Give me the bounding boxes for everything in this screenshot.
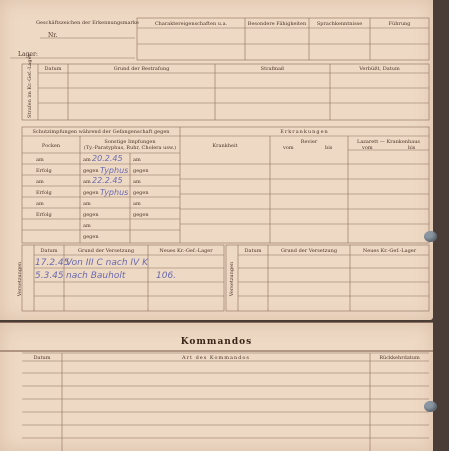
transfers-side-label: Versetzungen xyxy=(229,261,235,297)
transfer-reason: nach Bauholt xyxy=(66,271,126,281)
punch-hole xyxy=(424,231,437,242)
handwritten-vacc-date: 20.2.45 xyxy=(92,154,123,163)
handwritten-vacc-type: Typhus xyxy=(100,166,129,175)
kommando-return-header: Rückkehrdatum xyxy=(379,355,420,361)
punish-reason-header: Grund der Bestrafung xyxy=(113,66,170,72)
transfer-camp-header: Neues Kr.-Gef.-Lager xyxy=(159,248,213,254)
transfer-camp-header: Neues Kr.-Gef.-Lager xyxy=(362,248,417,254)
transfer-camp: 106. xyxy=(156,271,177,281)
vacc-row-left: Erfolg xyxy=(36,212,52,218)
vacc-row-mid: gegen xyxy=(83,234,99,240)
revier-header: Revier xyxy=(300,139,318,145)
other-vaccinations-sub: (Ty.-Paratyphus, Ruhr, Cholera usw.) xyxy=(83,145,177,151)
vacc-row-right: gegen xyxy=(133,168,149,174)
punish-served-header: Verbüßt, Datum xyxy=(359,66,400,72)
vacc-row-right: am xyxy=(133,157,141,163)
other-vaccinations-header: Sonstige Impfungen xyxy=(104,139,156,145)
conduct-label: Führung xyxy=(388,21,411,27)
nr-label: Nr. xyxy=(48,32,58,39)
vacc-row-mid: gegen xyxy=(83,190,99,196)
vacc-row-left: Erfolg xyxy=(36,168,52,174)
illness-header: Krankheit xyxy=(212,143,238,149)
vacc-row-right: gegen xyxy=(133,190,149,196)
vacc-row-right: am xyxy=(133,179,141,185)
vacc-row-mid: gegen xyxy=(83,168,99,174)
transfer-date: 17.2.45 xyxy=(35,258,70,268)
transfers-side-label: Versetzungen xyxy=(17,261,23,297)
kommandos-card xyxy=(0,322,433,451)
transfer-date-header: Datum xyxy=(40,248,58,254)
lazarett-from-label: vom xyxy=(362,145,373,151)
kommando-date-header: Datum xyxy=(33,355,51,361)
punish-date-header: Datum xyxy=(44,66,62,72)
sign-code-label: Geschäftszeichen der Erkennungsmarke xyxy=(36,20,139,26)
transfer-date-header: Datum xyxy=(244,248,262,254)
vacc-row-mid: gegen xyxy=(83,212,99,218)
lager-label: Lager: xyxy=(18,51,38,58)
vaccinations-section-label: Schutzimpfungen während der Gefangenschaft gegen xyxy=(32,129,170,135)
pocken-header: Pocken xyxy=(41,143,61,149)
vacc-row-right: gegen xyxy=(133,212,149,218)
transfer-date: 5.3.45 xyxy=(35,271,64,281)
handwritten-vacc-date: 22.2.45 xyxy=(92,176,123,185)
vacc-row-mid: am xyxy=(83,179,91,185)
punch-hole xyxy=(424,401,437,412)
transfer-reason-header: Grund der Versetzung xyxy=(77,248,135,254)
lazarett-header: Lazarett — Krankenhaus xyxy=(357,139,420,145)
vacc-row-mid: am xyxy=(83,157,91,163)
punish-penalty-header: Strafmaß xyxy=(260,66,285,72)
handwritten-vacc-type: Typhus xyxy=(100,188,129,197)
transfer-reason: Von III C nach IV K xyxy=(66,258,148,268)
vacc-row-right: am xyxy=(133,201,141,207)
illnesses-section-label: Erkrankungen xyxy=(280,129,329,135)
vacc-row-mid: am xyxy=(83,201,91,207)
revier-to-label: bis xyxy=(325,145,333,151)
vacc-row-left: am xyxy=(36,157,44,163)
transfer-reason-header: Grund der Versetzung xyxy=(280,248,338,254)
vacc-row-left: Erfolg xyxy=(36,190,52,196)
kommando-type-header: Art des Kommandos xyxy=(182,355,250,361)
vacc-row-mid: am xyxy=(83,223,91,229)
punishments-side-label: Strafen im Kr.-Gef.-Lager xyxy=(27,54,33,118)
character-label: Charaktereigenschaften u.a. xyxy=(154,21,228,27)
special-skills-label: Besondere Fähigkeiten xyxy=(247,21,307,27)
languages-label: Sprachkenntnisse xyxy=(316,21,363,27)
kommandos-title: Kommandos xyxy=(180,337,253,347)
vacc-row-left: am xyxy=(36,201,44,207)
lazarett-to-label: bis xyxy=(408,145,416,151)
vacc-row-left: am xyxy=(36,179,44,185)
revier-from-label: vom xyxy=(283,145,294,151)
